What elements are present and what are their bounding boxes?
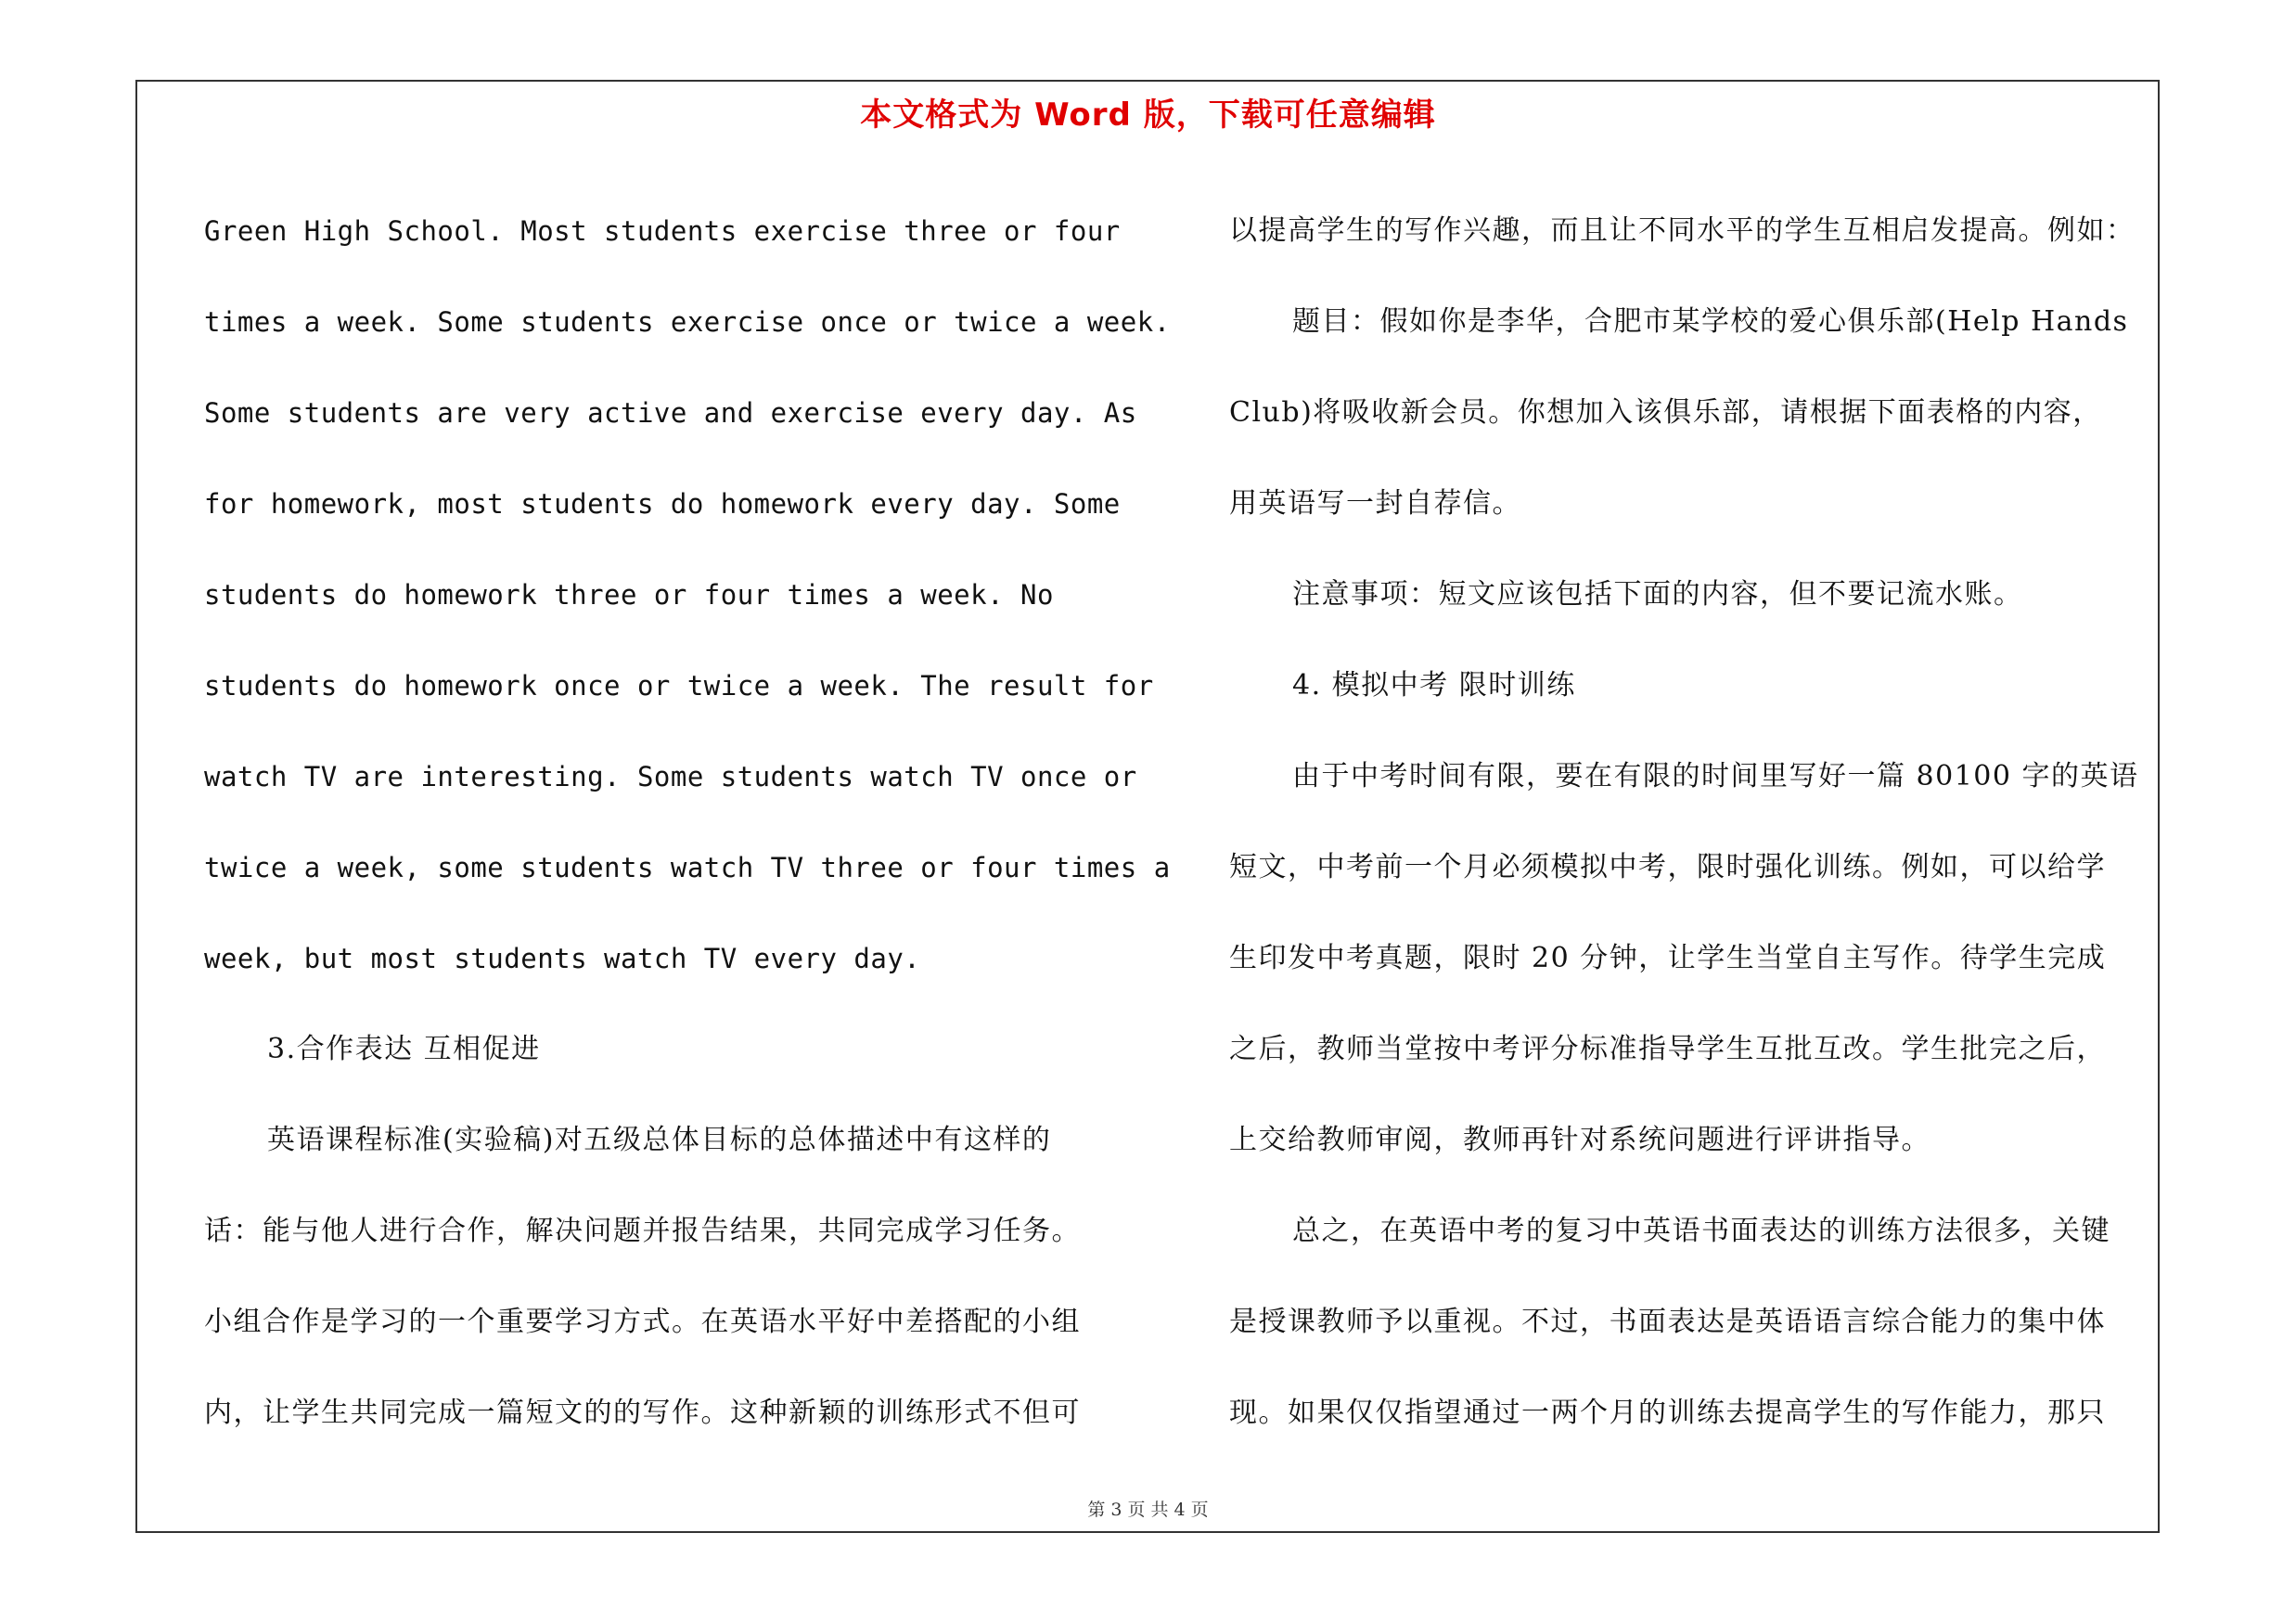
- text-line: Some students are very active and exercise every day. As: [204, 397, 1137, 429]
- text-line: 生印发中考真题，限时 20 分钟，让学生当堂自主写作。待学生完成: [1229, 942, 2107, 974]
- text-line: 以提高学生的写作兴趣，而且让不同水平的学生互相启发提高。例如：: [1229, 214, 2136, 247]
- text-line: twice a week, some students watch TV three or four times a: [204, 852, 1171, 883]
- text-line: 短文，中考前一个月必须模拟中考，限时强化训练。例如，可以给学: [1229, 851, 2106, 883]
- text-line: students do homework three or four times a week. No: [204, 579, 1054, 611]
- header-banner: 本文格式为 Word 版，下载可任意编辑: [860, 97, 1436, 134]
- text-line: 题目：假如你是李华，合肥市某学校的爱心俱乐部(Help Hands: [1292, 305, 2129, 338]
- text-line: 之后，教师当堂按中考评分标准指导学生互批互改。学生批完之后，: [1229, 1033, 2106, 1065]
- right-column: [1229, 186, 2166, 1459]
- text-line: 用英语写一封自荐信。: [1229, 487, 1521, 520]
- text-line: 话：能与他人进行合作，解决问题并报告结果，共同完成学习任务。: [204, 1215, 1081, 1247]
- text-line: watch TV are interesting. Some students watch TV once or: [204, 761, 1137, 792]
- text-line: Green High School. Most students exercise three or four: [204, 215, 1121, 247]
- page-number: 第 3 页 共 4 页: [1087, 1500, 1209, 1520]
- text-line: 上交给教师审阅，教师再针对系统问题进行评讲指导。: [1229, 1124, 1930, 1156]
- text-line: 小组合作是学习的一个重要学习方式。在英语水平好中差搭配的小组: [204, 1306, 1081, 1338]
- text-line: 英语课程标准(实验稿)对五级总体目标的总体描述中有这样的: [267, 1124, 1052, 1156]
- left-column: [204, 186, 1171, 1459]
- text-line: 总之，在英语中考的复习中英语书面表达的训练方法很多，关键: [1292, 1215, 2110, 1247]
- text-line: 现。如果仅仅指望通过一两个月的训练去提高学生的写作能力，那只: [1229, 1397, 2106, 1429]
- text-line: students do homework once or twice a week. The result for: [204, 670, 1154, 702]
- section-heading: 4. 模拟中考 限时训练: [1292, 669, 1576, 702]
- text-line: for homework, most students do homework every day. Some: [204, 488, 1121, 520]
- text-line: week, but most students watch TV every day.: [204, 943, 921, 974]
- text-line: Club)将吸收新会员。你想加入该俱乐部，请根据下面表格的内容，: [1229, 396, 2102, 429]
- section-heading: 3.合作表达 互相促进: [267, 1033, 541, 1065]
- text-line: 注意事项：短文应该包括下面的内容，但不要记流水账。: [1292, 578, 2023, 611]
- text-line: 是授课教师予以重视。不过，书面表达是英语语言综合能力的集中体: [1229, 1306, 2106, 1338]
- text-line: 由于中考时间有限，要在有限的时间里写好一篇 80100 字的英语: [1292, 760, 2139, 792]
- text-line: 内，让学生共同完成一篇短文的的写作。这种新颖的训练形式不但可: [204, 1397, 1081, 1429]
- text-line: times a week. Some students exercise once or twice a week.: [204, 306, 1171, 338]
